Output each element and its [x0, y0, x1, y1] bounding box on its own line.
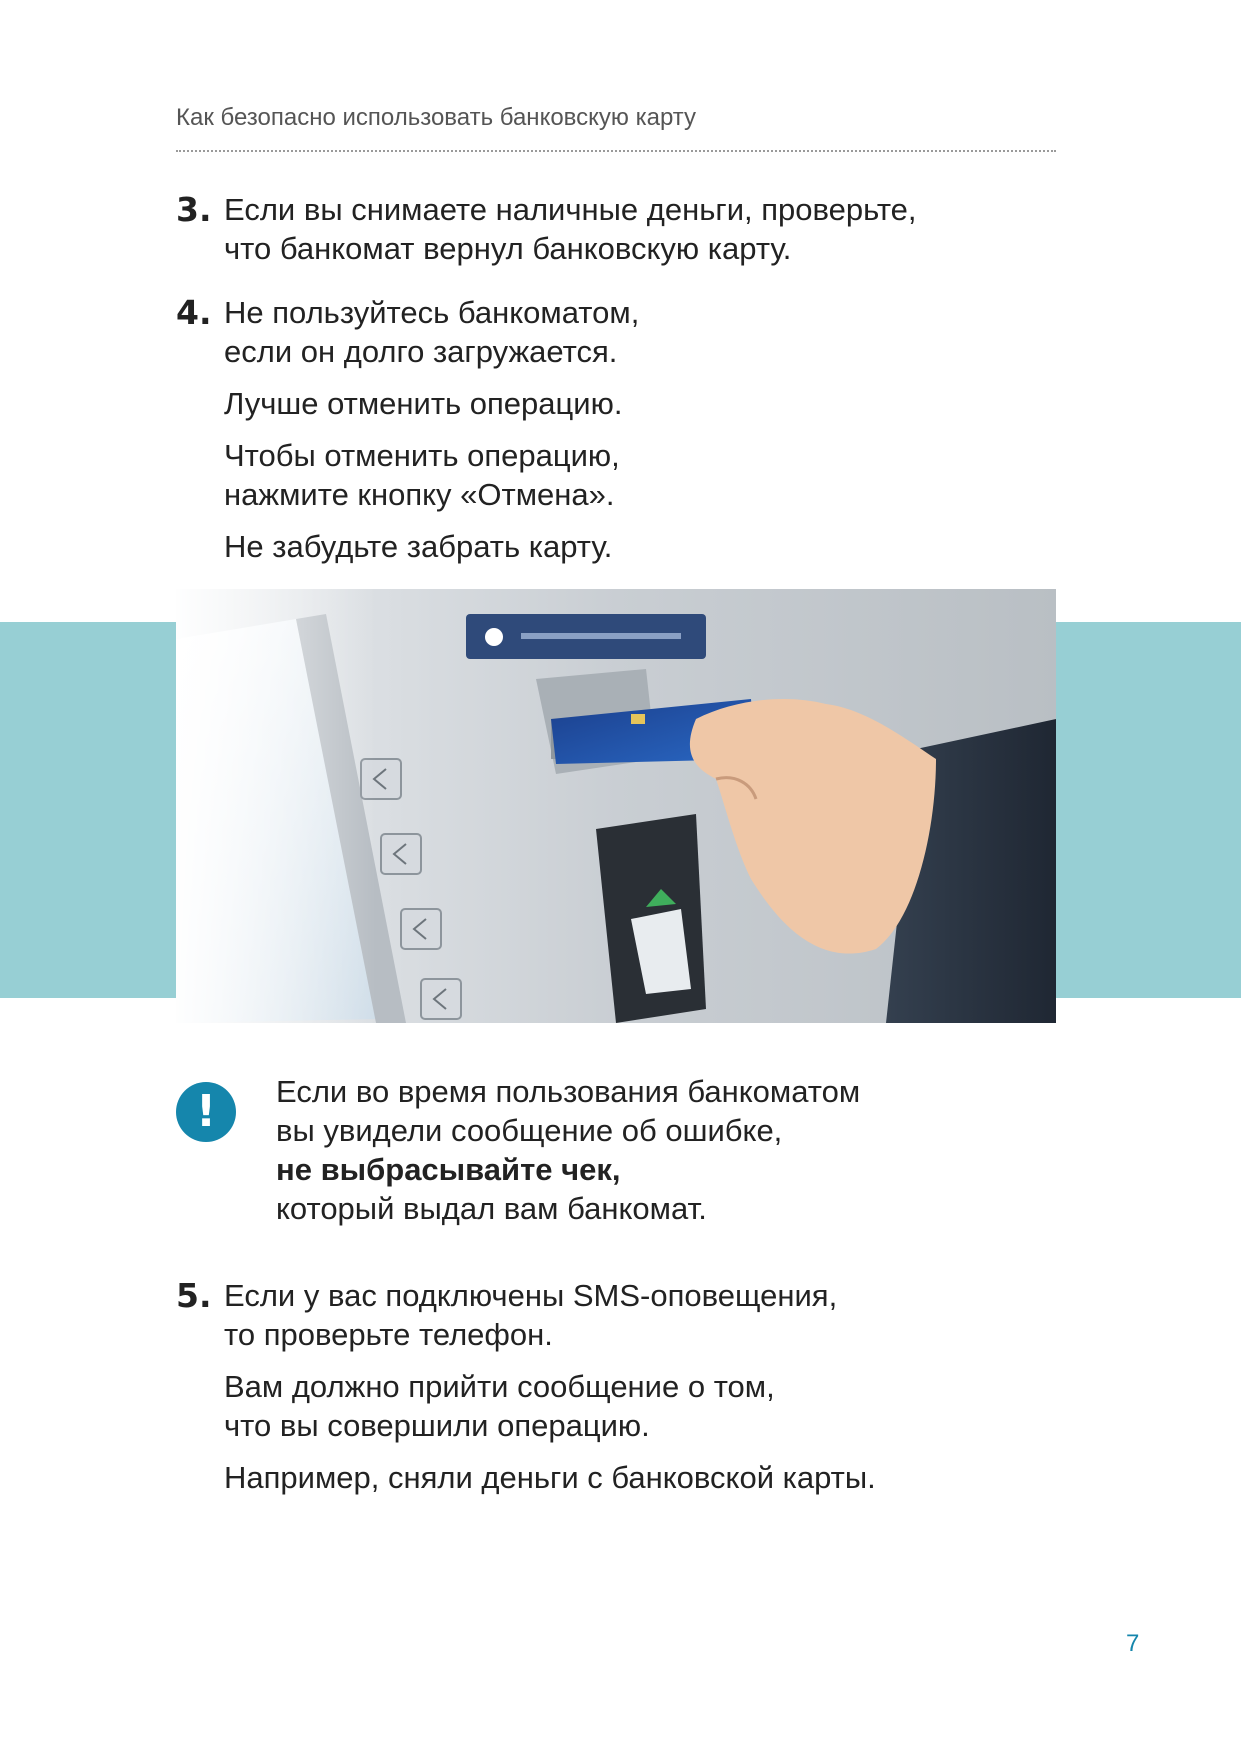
item-number: 4.: [176, 293, 212, 332]
paragraph: [224, 1276, 1076, 1354]
paragraph: [224, 1458, 1076, 1497]
callout-line: который выдал вам банкомат.: [276, 1191, 707, 1226]
text-line: Вам должно прийти сообщение о том,: [224, 1369, 775, 1404]
list-item-4: [176, 293, 1076, 579]
exclamation-icon: !: [176, 1082, 236, 1142]
text-line: нажмите кнопку «Отмена».: [224, 477, 615, 512]
text-line: Лучше отменить операцию.: [224, 386, 623, 421]
list-item-3: [176, 190, 1076, 281]
item-number: 3.: [176, 190, 212, 229]
text-line: Если у вас подключены SMS-оповещения,: [224, 1278, 838, 1313]
text-line: что банкомат вернул банковскую карту.: [224, 231, 792, 266]
page-number: 7: [1126, 1630, 1140, 1657]
item-number: 5.: [176, 1276, 212, 1315]
callout-line: вы увидели сообщение об ошибке,: [276, 1113, 783, 1148]
running-header: Как безопасно использовать банковскую карту: [176, 104, 1056, 152]
paragraph: [224, 190, 1076, 268]
atm-photo: [176, 589, 1056, 1023]
text-line: то проверьте телефон.: [224, 1317, 553, 1352]
paragraph: [224, 384, 1076, 423]
text-line: Не пользуйтесь банкоматом,: [224, 295, 640, 330]
warning-callout: [276, 1072, 1076, 1228]
text-line: Если вы снимаете наличные деньги, проверьте,: [224, 192, 917, 227]
list-item-5: [176, 1276, 1076, 1510]
callout-line: Если во время пользования банкоматом: [276, 1074, 861, 1109]
text-line: что вы совершили операцию.: [224, 1408, 650, 1443]
text-line: Например, сняли деньги с банковской карты.: [224, 1460, 876, 1495]
text-line: Чтобы отменить операцию,: [224, 438, 620, 473]
paragraph: [224, 436, 1076, 514]
paragraph: [224, 1367, 1076, 1445]
callout-line-emphasis: не выбрасывайте чек,: [276, 1152, 621, 1187]
paragraph: [224, 527, 1076, 566]
text-line: если он долго загружается.: [224, 334, 618, 369]
paragraph: [224, 293, 1076, 371]
text-line: Не забудьте забрать карту.: [224, 529, 613, 564]
